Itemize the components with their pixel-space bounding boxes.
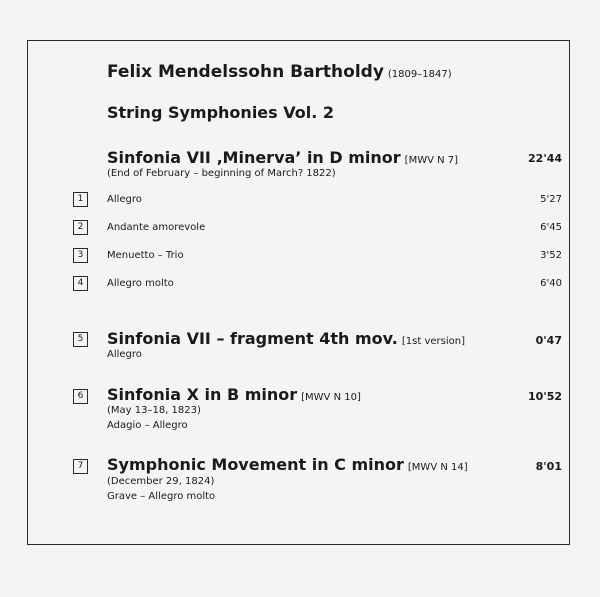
work-note: (May 13–18, 1823) [107, 405, 201, 416]
work-title [107, 385, 361, 404]
work-title [107, 455, 468, 474]
work-catalog: [MWV N 7] [404, 155, 459, 166]
track-number: 2 [73, 220, 88, 235]
work-title-text: Sinfonia VII – fragment 4th mov. [107, 329, 398, 348]
work-title-text: Symphonic Movement in C minor [107, 455, 404, 474]
composer-dates: (1809–1847) [387, 69, 452, 80]
movement-time: 5'27 [540, 194, 562, 205]
volume-title: String Symphonies Vol. 2 [107, 103, 335, 122]
movement-name: Allegro [107, 194, 142, 205]
work-catalog: [1st version] [401, 336, 465, 347]
movement-time: 3'52 [540, 250, 562, 261]
work-duration: 8'01 [535, 460, 562, 473]
work-note: Allegro [107, 349, 142, 360]
track-number: 7 [73, 459, 88, 474]
work-duration: 22'44 [528, 152, 562, 165]
composer-heading [107, 62, 452, 82]
work-duration: 0'47 [535, 334, 562, 347]
work-title-text: Sinfonia VII ‚Minerva’ in D minor [107, 148, 401, 167]
work-duration: 10'52 [528, 390, 562, 403]
work-note: Grave – Allegro molto [107, 491, 216, 502]
movement-time: 6'45 [540, 222, 562, 233]
composer-name: Felix Mendelssohn Bartholdy [107, 62, 384, 82]
work-note: Adagio – Allegro [107, 420, 188, 431]
movement-name: Allegro molto [107, 278, 174, 289]
work-title-text: Sinfonia X in B minor [107, 385, 298, 404]
work-catalog: [MWV N 10] [301, 392, 361, 403]
track-number: 1 [73, 192, 88, 207]
movement-name: Menuetto – Trio [107, 250, 184, 261]
work-catalog: [MWV N 14] [407, 462, 468, 473]
work-note: (End of February – beginning of March? 1822) [107, 168, 336, 179]
track-number: 4 [73, 276, 88, 291]
track-number: 5 [73, 332, 88, 347]
movement-time: 6'40 [540, 278, 562, 289]
work-title [107, 329, 465, 348]
work-title [107, 148, 458, 167]
movement-name: Andante amorevole [107, 222, 206, 233]
track-number: 6 [73, 389, 88, 404]
track-number: 3 [73, 248, 88, 263]
work-note: (December 29, 1824) [107, 476, 215, 487]
